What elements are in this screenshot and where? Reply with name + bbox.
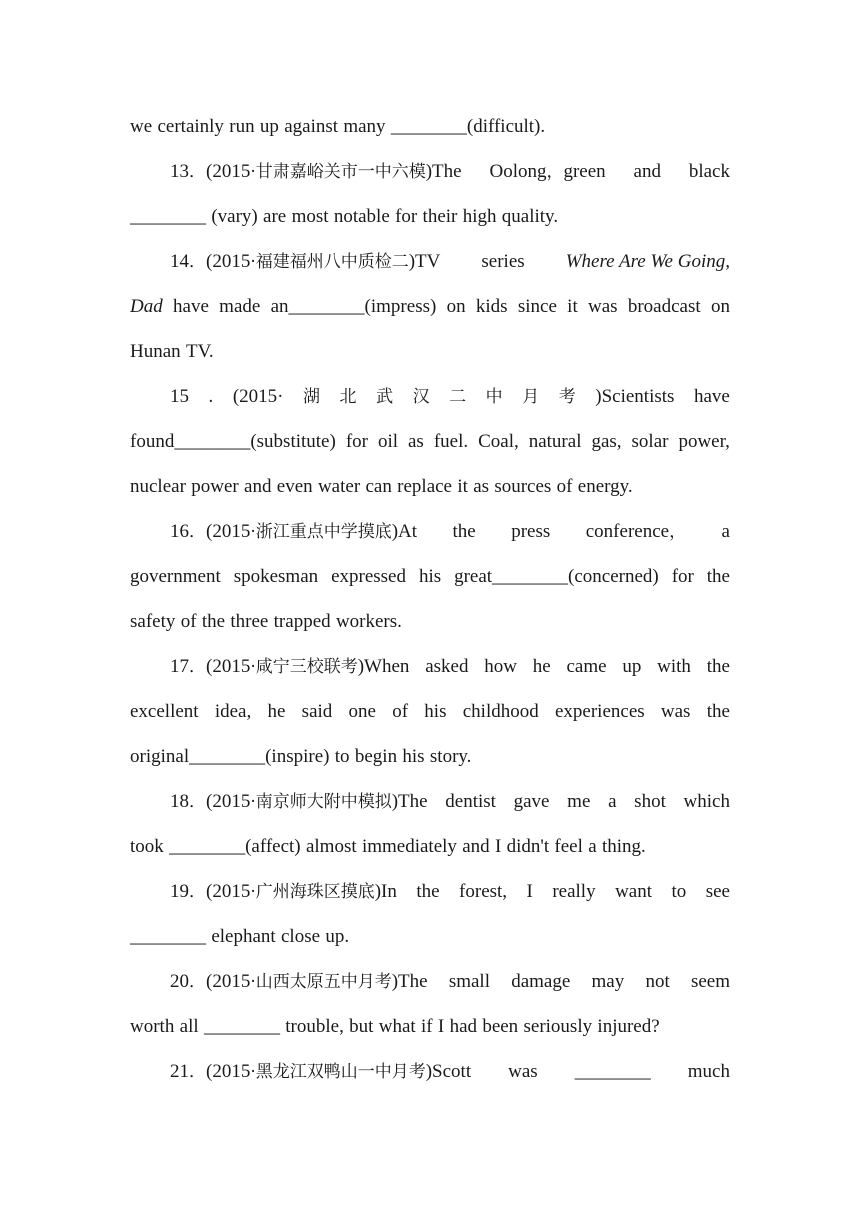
word: if [421, 1016, 433, 1037]
word: all [179, 1016, 199, 1037]
word: quality. [501, 206, 559, 227]
word: gave [513, 791, 550, 812]
text-line [130, 869, 730, 914]
word: black [688, 161, 730, 182]
word: me [567, 791, 591, 812]
word: immediately [361, 836, 457, 857]
word: Hunan [130, 341, 181, 362]
word: 二 [449, 387, 467, 407]
word: Coal, [478, 431, 519, 452]
word: made [219, 296, 261, 317]
word: and [462, 836, 490, 857]
word: dentist [445, 791, 496, 812]
word: ________ [130, 926, 206, 947]
word: forest, [459, 881, 508, 902]
text-line [130, 554, 730, 599]
text-line [130, 509, 730, 554]
word: 19．(2015·广州海珠区摸底)In [170, 881, 397, 902]
word: asked [425, 656, 469, 677]
word: almost [305, 836, 357, 857]
word: as [408, 431, 424, 452]
word: experiences [554, 701, 645, 722]
word: (vary) [211, 206, 258, 227]
word: water [317, 476, 361, 497]
word: 18．(2015·南京师大附中模拟)The [170, 791, 428, 812]
word: run [229, 116, 255, 137]
word: have [173, 296, 209, 317]
word: 考 [558, 387, 576, 407]
word: three [230, 611, 269, 632]
word: we [130, 116, 153, 137]
text-line [130, 374, 730, 419]
word: original________(inspire) [130, 746, 330, 767]
word: the [706, 566, 730, 587]
word: close [280, 926, 321, 947]
word: 中 [485, 387, 503, 407]
word: since [517, 296, 557, 317]
word: of [392, 701, 409, 722]
text-line [130, 689, 730, 734]
word: shot [634, 791, 666, 812]
word: ________ [203, 1016, 280, 1037]
word: an________(impress) [270, 296, 437, 317]
word: 20．(2015·山西太原五中月考)The [170, 971, 428, 992]
word: press [511, 521, 551, 542]
word: want [615, 881, 652, 902]
word: many [343, 116, 386, 137]
word: energy. [577, 476, 633, 497]
word: of [180, 611, 197, 632]
word: ________ [574, 1061, 651, 1082]
word: gas, [591, 431, 622, 452]
word: his [424, 701, 447, 722]
word: he [267, 701, 286, 722]
word: his [402, 746, 425, 767]
word: on [710, 296, 730, 317]
word: Where Are We Going, [565, 251, 730, 272]
text-line [130, 419, 730, 464]
word: it [567, 296, 578, 317]
word: fuel. [433, 431, 469, 452]
word: with [657, 656, 691, 677]
word: of [556, 476, 573, 497]
word: 武 [376, 387, 394, 407]
word: I [494, 836, 502, 857]
word: spokesman [233, 566, 319, 587]
word: which [683, 791, 730, 812]
word: a [721, 521, 730, 542]
word: begin [354, 746, 398, 767]
word: a [608, 791, 617, 812]
word: the [706, 701, 730, 722]
word: thing. [601, 836, 646, 857]
word: broadcast [627, 296, 701, 317]
word: 21．(2015·黑龙江双鸭山一中月考)Scott [170, 1061, 472, 1082]
text-line [130, 464, 730, 509]
word: oil [377, 431, 399, 452]
word: the [706, 656, 730, 677]
text-line [130, 779, 730, 824]
word: excellent [130, 701, 199, 722]
word: notable [333, 206, 390, 227]
word: power [191, 476, 239, 497]
word: injured? [597, 1016, 660, 1037]
word: kids [475, 296, 508, 317]
text-line [130, 1004, 730, 1049]
word: feel [554, 836, 583, 857]
word: and [633, 161, 661, 182]
word: really [552, 881, 596, 902]
word: 北 [339, 387, 357, 407]
word: may [591, 971, 625, 992]
word: was [588, 296, 618, 317]
word: (2015· [232, 386, 284, 407]
text-line [130, 599, 730, 644]
word: for [395, 206, 418, 227]
word: safety [130, 611, 176, 632]
text-line [130, 1049, 730, 1094]
word: series [481, 251, 525, 272]
word: the [452, 521, 476, 542]
word: Oolong，green [489, 161, 606, 182]
word: his [418, 566, 442, 587]
word: up. [325, 926, 350, 947]
text-line [130, 284, 730, 329]
word: seem [690, 971, 730, 992]
word: for [671, 566, 694, 587]
word: and [244, 476, 272, 497]
word: natural [528, 431, 582, 452]
word: conference， [585, 521, 687, 542]
word: seriously [523, 1016, 593, 1037]
word: TV. [185, 341, 214, 362]
word: against [284, 116, 339, 137]
word: ________(difficult). [390, 116, 546, 137]
word: expressed [331, 566, 406, 587]
word: been [482, 1016, 519, 1037]
word: government [130, 566, 221, 587]
word: )Scientists [595, 386, 675, 407]
word: high [462, 206, 497, 227]
word: solar [631, 431, 669, 452]
word: the [201, 611, 226, 632]
word: workers. [335, 611, 402, 632]
word: had [449, 1016, 477, 1037]
word: ________ [130, 206, 206, 227]
word: trapped [273, 611, 331, 632]
word: 15 [170, 386, 189, 407]
text-line [130, 959, 730, 1004]
word: small [448, 971, 490, 992]
word: 14．(2015·福建福州八中质检二)TV [170, 251, 441, 272]
word: certainly [157, 116, 224, 137]
word: on [446, 296, 466, 317]
word: I [437, 1016, 445, 1037]
text-line [130, 104, 730, 149]
word: replace [397, 476, 452, 497]
word: elephant [211, 926, 276, 947]
word: to [334, 746, 350, 767]
text-line [130, 239, 730, 284]
word: was [508, 1061, 538, 1082]
word: up [622, 656, 642, 677]
exercise-text [130, 104, 730, 1094]
word: story. [429, 746, 472, 767]
word: it [457, 476, 468, 497]
word: worth [130, 1016, 175, 1037]
word: 17．(2015·咸宁三校联考)When [170, 656, 410, 677]
word: . [208, 386, 214, 407]
word: ________(affect) [169, 836, 301, 857]
text-line [130, 329, 730, 374]
word: for [345, 431, 368, 452]
word: as [473, 476, 490, 497]
word: 汉 [412, 387, 430, 407]
word: found________(substitute) [130, 431, 336, 452]
word: see [705, 881, 730, 902]
word: 16．(2015·浙江重点中学摸底)At [170, 521, 418, 542]
word: power, [678, 431, 730, 452]
word: most [291, 206, 329, 227]
word: not [645, 971, 670, 992]
word: how [484, 656, 517, 677]
word: 13．(2015·甘肃嘉峪关市一中六模)The [170, 161, 462, 182]
word: their [422, 206, 458, 227]
word: trouble, [285, 1016, 344, 1037]
word: came [566, 656, 607, 677]
text-line [130, 734, 730, 779]
word: much [687, 1061, 730, 1082]
word: are [263, 206, 287, 227]
word: took [130, 836, 164, 857]
word: have [693, 386, 730, 407]
word: 月 [522, 387, 540, 407]
word: Dad [130, 296, 163, 317]
word: didn't [506, 836, 550, 857]
text-line [130, 644, 730, 689]
word: the [416, 881, 440, 902]
text-line [130, 194, 730, 239]
word: 湖 [303, 387, 320, 407]
word: even [276, 476, 313, 497]
text-line [130, 149, 730, 194]
word: one [348, 701, 376, 722]
word: can [365, 476, 392, 497]
word: to [671, 881, 687, 902]
word: a [588, 836, 597, 857]
word: but [349, 1016, 374, 1037]
word: great________(concerned) [454, 566, 659, 587]
word: damage [511, 971, 571, 992]
word: said [301, 701, 333, 722]
text-line [130, 824, 730, 869]
word: nuclear [130, 476, 186, 497]
word: idea, [214, 701, 252, 722]
word: sources [494, 476, 552, 497]
word: was [660, 701, 691, 722]
word: I [526, 881, 533, 902]
word: he [532, 656, 551, 677]
word: up [259, 116, 279, 137]
word: what [378, 1016, 416, 1037]
text-line [130, 914, 730, 959]
word: childhood [462, 701, 539, 722]
